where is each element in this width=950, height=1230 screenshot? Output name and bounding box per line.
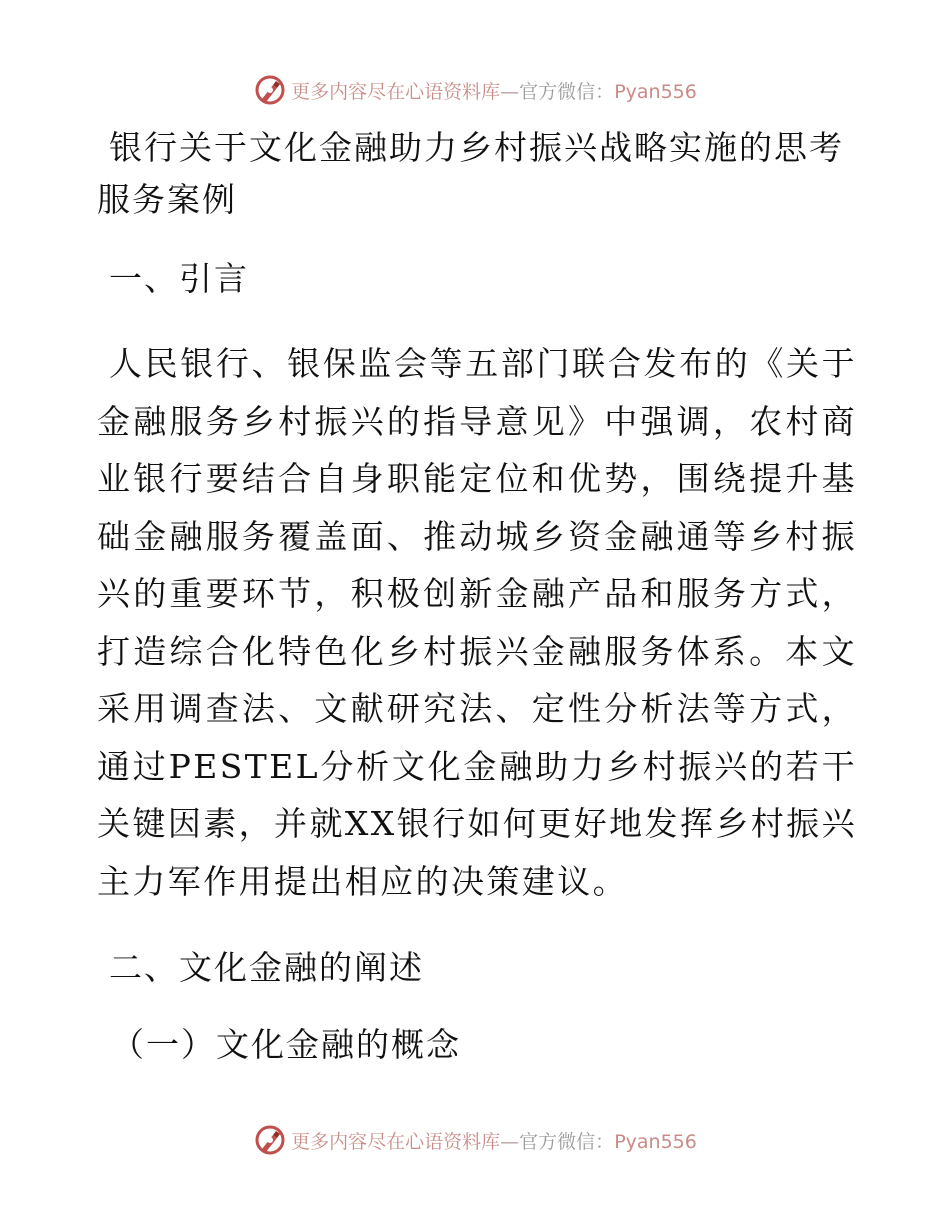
- header-watermark: [0, 70, 950, 110]
- pen-logo-icon: [253, 1123, 287, 1157]
- watermark-wechat-label: 官方微信：: [519, 1130, 615, 1153]
- pen-logo-icon: [253, 73, 287, 107]
- document-title: 银行关于文化金融助力乡村振兴战略实施的思考服务案例: [97, 128, 844, 219]
- document-body: [97, 122, 857, 1071]
- watermark-dash: —: [500, 80, 520, 103]
- watermark-text: 更多内容尽在心语资料库: [291, 80, 501, 103]
- watermark-wechat-id: Pyan556: [614, 80, 697, 103]
- watermark-text: 更多内容尽在心语资料库: [291, 1130, 501, 1153]
- footer-watermark: [0, 1120, 950, 1160]
- watermark-dash: —: [500, 1130, 520, 1153]
- watermark-wechat-label: 官方微信：: [519, 80, 615, 103]
- section-heading-cultural-finance: 二、文化金融的阐述: [109, 948, 424, 987]
- introduction-paragraph: 人民银行、银保监会等五部门联合发布的《关于金融服务乡村振兴的指导意见》中强调，农村商业银行要结合自身职能定位和优势，围绕提升基础金融服务覆盖面、推动城乡资金融通等乡村振兴的重要环节，积极创新金融产品和服务方式，打造综合化特色化乡村振兴金融服务体系。本文采用调查法、文献研究法、定性分析法等方式，通过PESTEL分析文化金融助力乡村振兴的若干关键因素，并就XX银行如何更好地发挥乡村振兴主力军作用提出相应的决策建议。: [97, 344, 857, 901]
- subsection-heading-concept: （一）文化金融的概念: [111, 1025, 461, 1064]
- watermark-wechat-id: Pyan556: [614, 1130, 697, 1153]
- section-heading-introduction: 一、引言: [109, 259, 249, 298]
